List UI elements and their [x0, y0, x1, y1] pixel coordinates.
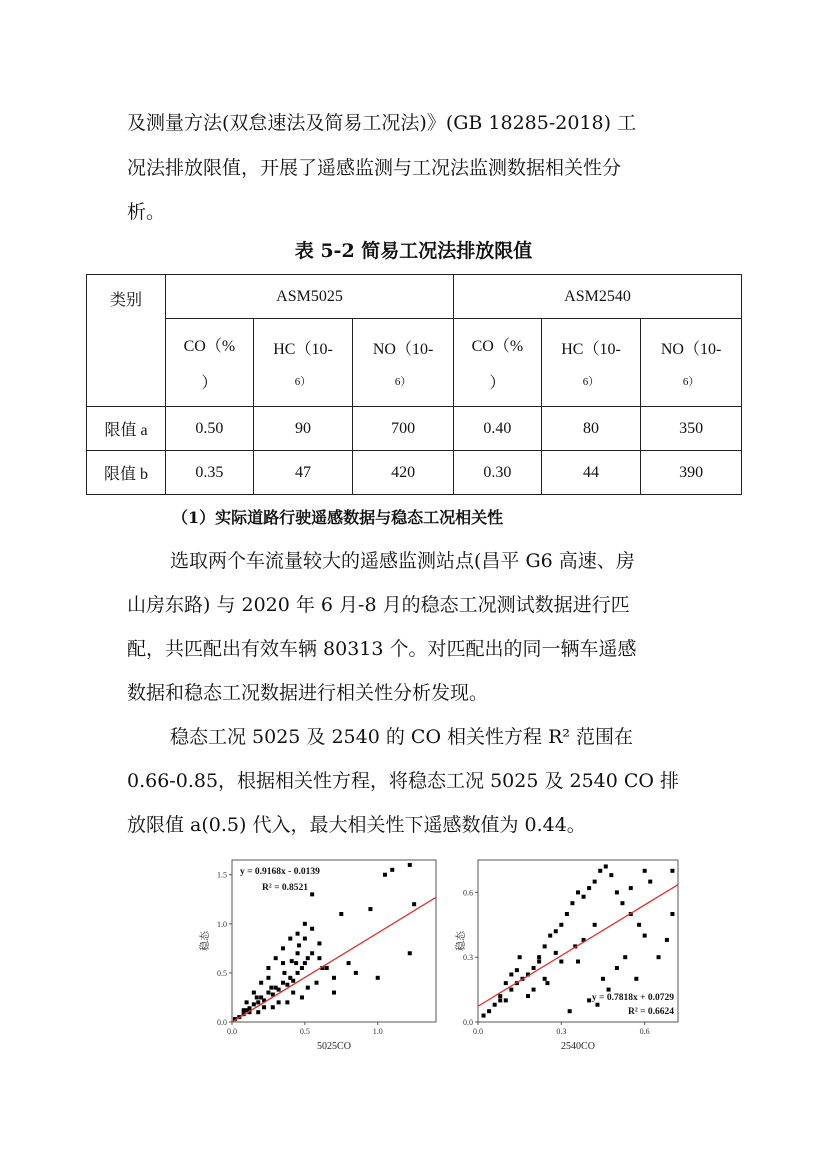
para1-line-2: 山房东路) 与 2020 年 6 月-8 月的稳态工况测试数据进行匹 — [127, 594, 630, 616]
data-point — [291, 991, 295, 995]
data-point — [637, 923, 641, 927]
table-cell: 350 — [641, 407, 742, 451]
table-cell: 90 — [253, 407, 352, 451]
y-tick-label: 0.3 — [463, 953, 473, 963]
data-point — [296, 951, 300, 955]
scatter-plot-2540 — [452, 852, 692, 1052]
table-cell: 0.35 — [166, 451, 254, 495]
data-point — [339, 912, 343, 916]
data-point — [408, 951, 412, 955]
row-label: 限值 a — [87, 407, 166, 451]
data-point — [515, 968, 519, 972]
data-point — [266, 976, 270, 980]
table-header-row — [87, 275, 742, 319]
data-point — [607, 988, 611, 992]
data-point — [266, 966, 270, 970]
table-cell: 0.40 — [453, 407, 541, 451]
data-point — [242, 1008, 246, 1012]
data-point — [256, 1010, 260, 1014]
data-point — [509, 972, 513, 976]
data-point — [296, 971, 300, 975]
emission-limits-table — [86, 274, 742, 495]
data-point — [543, 944, 547, 948]
data-point — [598, 869, 602, 873]
data-point — [620, 901, 624, 905]
data-point — [271, 1005, 275, 1009]
fit-line — [478, 885, 678, 1007]
data-point — [315, 981, 319, 985]
data-point — [482, 1014, 486, 1018]
x-tick-label: 0.0 — [473, 1027, 483, 1036]
data-point — [262, 1005, 266, 1009]
data-point — [595, 1003, 599, 1007]
data-point — [615, 890, 619, 894]
data-point — [277, 1000, 281, 1004]
data-point — [498, 994, 502, 998]
y-tick-label: 0.5 — [217, 968, 227, 978]
data-point — [504, 981, 508, 985]
intro-line-2: 况法排放限值，开展了遥感监测与工况法监测数据相关性分 — [127, 157, 622, 179]
row-label: 限值 b — [87, 451, 166, 495]
data-point — [648, 880, 652, 884]
data-point — [310, 927, 314, 931]
data-point — [332, 976, 336, 980]
data-point — [657, 955, 661, 959]
table-cell: 390 — [641, 451, 742, 495]
data-point — [559, 923, 563, 927]
x-tick-label: 0.6 — [639, 1027, 650, 1036]
data-point — [548, 934, 552, 938]
data-point — [245, 1000, 249, 1004]
y-axis-label: 稳态 — [200, 931, 211, 951]
data-point — [634, 977, 638, 981]
y-tick-label: 1.0 — [217, 919, 227, 929]
chart-5025-svg — [196, 852, 446, 1052]
data-point — [291, 979, 295, 983]
table-caption: 表 5-2 简易工况法排放限值 — [294, 240, 533, 262]
data-point — [609, 873, 613, 877]
data-point — [303, 961, 307, 965]
column-header: CO（% ） — [166, 319, 254, 407]
table-cell: 47 — [253, 451, 352, 495]
data-point — [545, 981, 549, 985]
data-point — [487, 1009, 491, 1013]
data-point — [509, 988, 513, 992]
para2-line-2: 0.66-0.85，根据相关性方程，将稳态工况 5025 及 2540 CO 排 — [127, 770, 680, 792]
data-point — [347, 961, 351, 965]
data-point — [252, 1002, 256, 1006]
y-axis-label: 稳态 — [456, 931, 467, 951]
data-point — [281, 946, 285, 950]
para2-line-3: 放限值 a(0.5) 代入，最大相关性下遥感数值为 0.44。 — [127, 814, 586, 836]
data-point — [256, 1000, 260, 1004]
data-point — [518, 955, 522, 959]
column-header: HC（10- 6） — [541, 319, 640, 407]
data-point — [498, 998, 502, 1002]
data-point — [587, 998, 591, 1002]
fit-equation-label: y = 0.9168x - 0.0139 — [240, 867, 320, 877]
intro-line-3: 析。 — [127, 201, 166, 223]
table-cell: 0.50 — [166, 407, 254, 451]
data-point — [310, 951, 314, 955]
data-point — [670, 869, 674, 873]
group-header-asm5025: ASM5025 — [166, 275, 454, 319]
data-point — [310, 892, 314, 896]
data-point — [643, 934, 647, 938]
column-header: HC（10- 6） — [253, 319, 352, 407]
y-tick-label: 0.0 — [463, 1018, 473, 1027]
data-point — [294, 961, 298, 965]
data-point — [300, 966, 304, 970]
data-point — [281, 981, 285, 985]
data-point — [643, 869, 647, 873]
y-tick-label: 0.6 — [463, 888, 473, 898]
data-point — [629, 886, 633, 890]
scatter-plot-5025 — [196, 852, 446, 1052]
data-point — [282, 971, 286, 975]
data-point — [526, 994, 530, 998]
data-point — [274, 956, 278, 960]
data-point — [297, 943, 301, 947]
data-point — [576, 960, 580, 964]
category-header: 类别 — [87, 275, 166, 407]
x-axis-label: 2540CO — [561, 1041, 595, 1052]
data-point — [587, 886, 591, 890]
data-point — [383, 873, 387, 877]
data-point — [306, 986, 310, 990]
data-point — [570, 901, 574, 905]
r-squared-label: R² = 0.8521 — [262, 883, 308, 893]
data-point — [252, 991, 256, 995]
para1-line-4: 数据和稳态工况数据进行相关性分析发现。 — [127, 682, 489, 704]
x-tick-label: 0.3 — [556, 1027, 567, 1036]
data-point — [281, 961, 285, 965]
data-point — [354, 971, 358, 975]
table-row — [87, 451, 742, 495]
data-point — [623, 955, 627, 959]
data-point — [504, 998, 508, 1002]
data-point — [300, 995, 304, 999]
table-row — [87, 407, 742, 451]
r-squared-label: R² = 0.6624 — [628, 1007, 674, 1017]
data-point — [376, 976, 380, 980]
x-tick-label: 0.5 — [299, 1027, 310, 1036]
data-point — [412, 902, 416, 906]
data-point — [285, 983, 289, 987]
data-point — [593, 880, 597, 884]
para1-line-3: 配，共匹配出有效车辆 80313 个。对匹配出的同一辆车遥感 — [127, 638, 637, 660]
data-point — [390, 868, 394, 872]
table-cell: 80 — [541, 407, 640, 451]
data-point — [303, 922, 307, 926]
para2-line-1: 稳态工况 5025 及 2540 的 CO 相关性方程 R² 范围在 — [170, 726, 634, 748]
data-point — [537, 960, 541, 964]
data-point — [259, 981, 263, 985]
data-point — [593, 923, 597, 927]
table-cell: 420 — [353, 451, 454, 495]
data-point — [615, 966, 619, 970]
fit-line — [232, 897, 436, 1022]
data-point — [565, 912, 569, 916]
y-tick-label: 0.0 — [217, 1018, 227, 1027]
data-point — [532, 988, 536, 992]
fit-equation-label: y = 0.7818x + 0.0729 — [591, 993, 674, 1003]
data-point — [604, 864, 608, 868]
data-point — [532, 966, 536, 970]
table-cell: 700 — [353, 407, 454, 451]
data-point — [408, 863, 412, 867]
column-header: NO（10- 6） — [353, 319, 454, 407]
data-point — [325, 966, 329, 970]
data-point — [576, 890, 580, 894]
column-header: CO（% ） — [453, 319, 541, 407]
data-point — [559, 960, 563, 964]
data-point — [568, 1009, 572, 1013]
data-point — [277, 988, 281, 992]
data-point — [290, 959, 294, 963]
data-point — [306, 956, 310, 960]
data-point — [317, 956, 321, 960]
data-point — [582, 895, 586, 899]
y-tick-label: 1.5 — [217, 870, 227, 880]
table-cell: 0.30 — [453, 451, 541, 495]
data-point — [554, 929, 558, 933]
table-cell: 44 — [541, 451, 640, 495]
data-point — [665, 938, 669, 942]
data-point — [285, 1000, 289, 1004]
data-point — [537, 955, 541, 959]
data-point — [543, 977, 547, 981]
x-tick-label: 0.0 — [227, 1027, 237, 1036]
data-point — [269, 986, 273, 990]
data-point — [601, 977, 605, 981]
data-point — [368, 907, 372, 911]
data-point — [247, 1006, 251, 1010]
data-point — [303, 937, 307, 941]
section-heading: （1）实际道路行驶遥感数据与稳态工况相关性 — [172, 508, 504, 527]
column-header: NO（10- 6） — [641, 319, 742, 407]
chart-2540-svg — [452, 852, 692, 1052]
table-subheader-row — [87, 319, 742, 407]
data-point — [296, 932, 300, 936]
data-point — [266, 991, 270, 995]
intro-line-1: 及测量方法(双怠速法及简易工况法)》(GB 18285-2018) 工 — [127, 112, 637, 134]
group-header-asm2540: ASM2540 — [453, 275, 741, 319]
data-point — [288, 937, 292, 941]
data-point — [317, 941, 321, 945]
data-point — [670, 912, 674, 916]
para1-line-1: 选取两个车流量较大的遥感监测站点(昌平 G6 高速、房 — [170, 550, 635, 572]
data-point — [554, 951, 558, 955]
data-point — [255, 995, 259, 999]
data-point — [493, 1003, 497, 1007]
x-axis-label: 5025CO — [317, 1041, 351, 1052]
x-tick-label: 1.0 — [372, 1027, 383, 1036]
data-point — [332, 991, 336, 995]
